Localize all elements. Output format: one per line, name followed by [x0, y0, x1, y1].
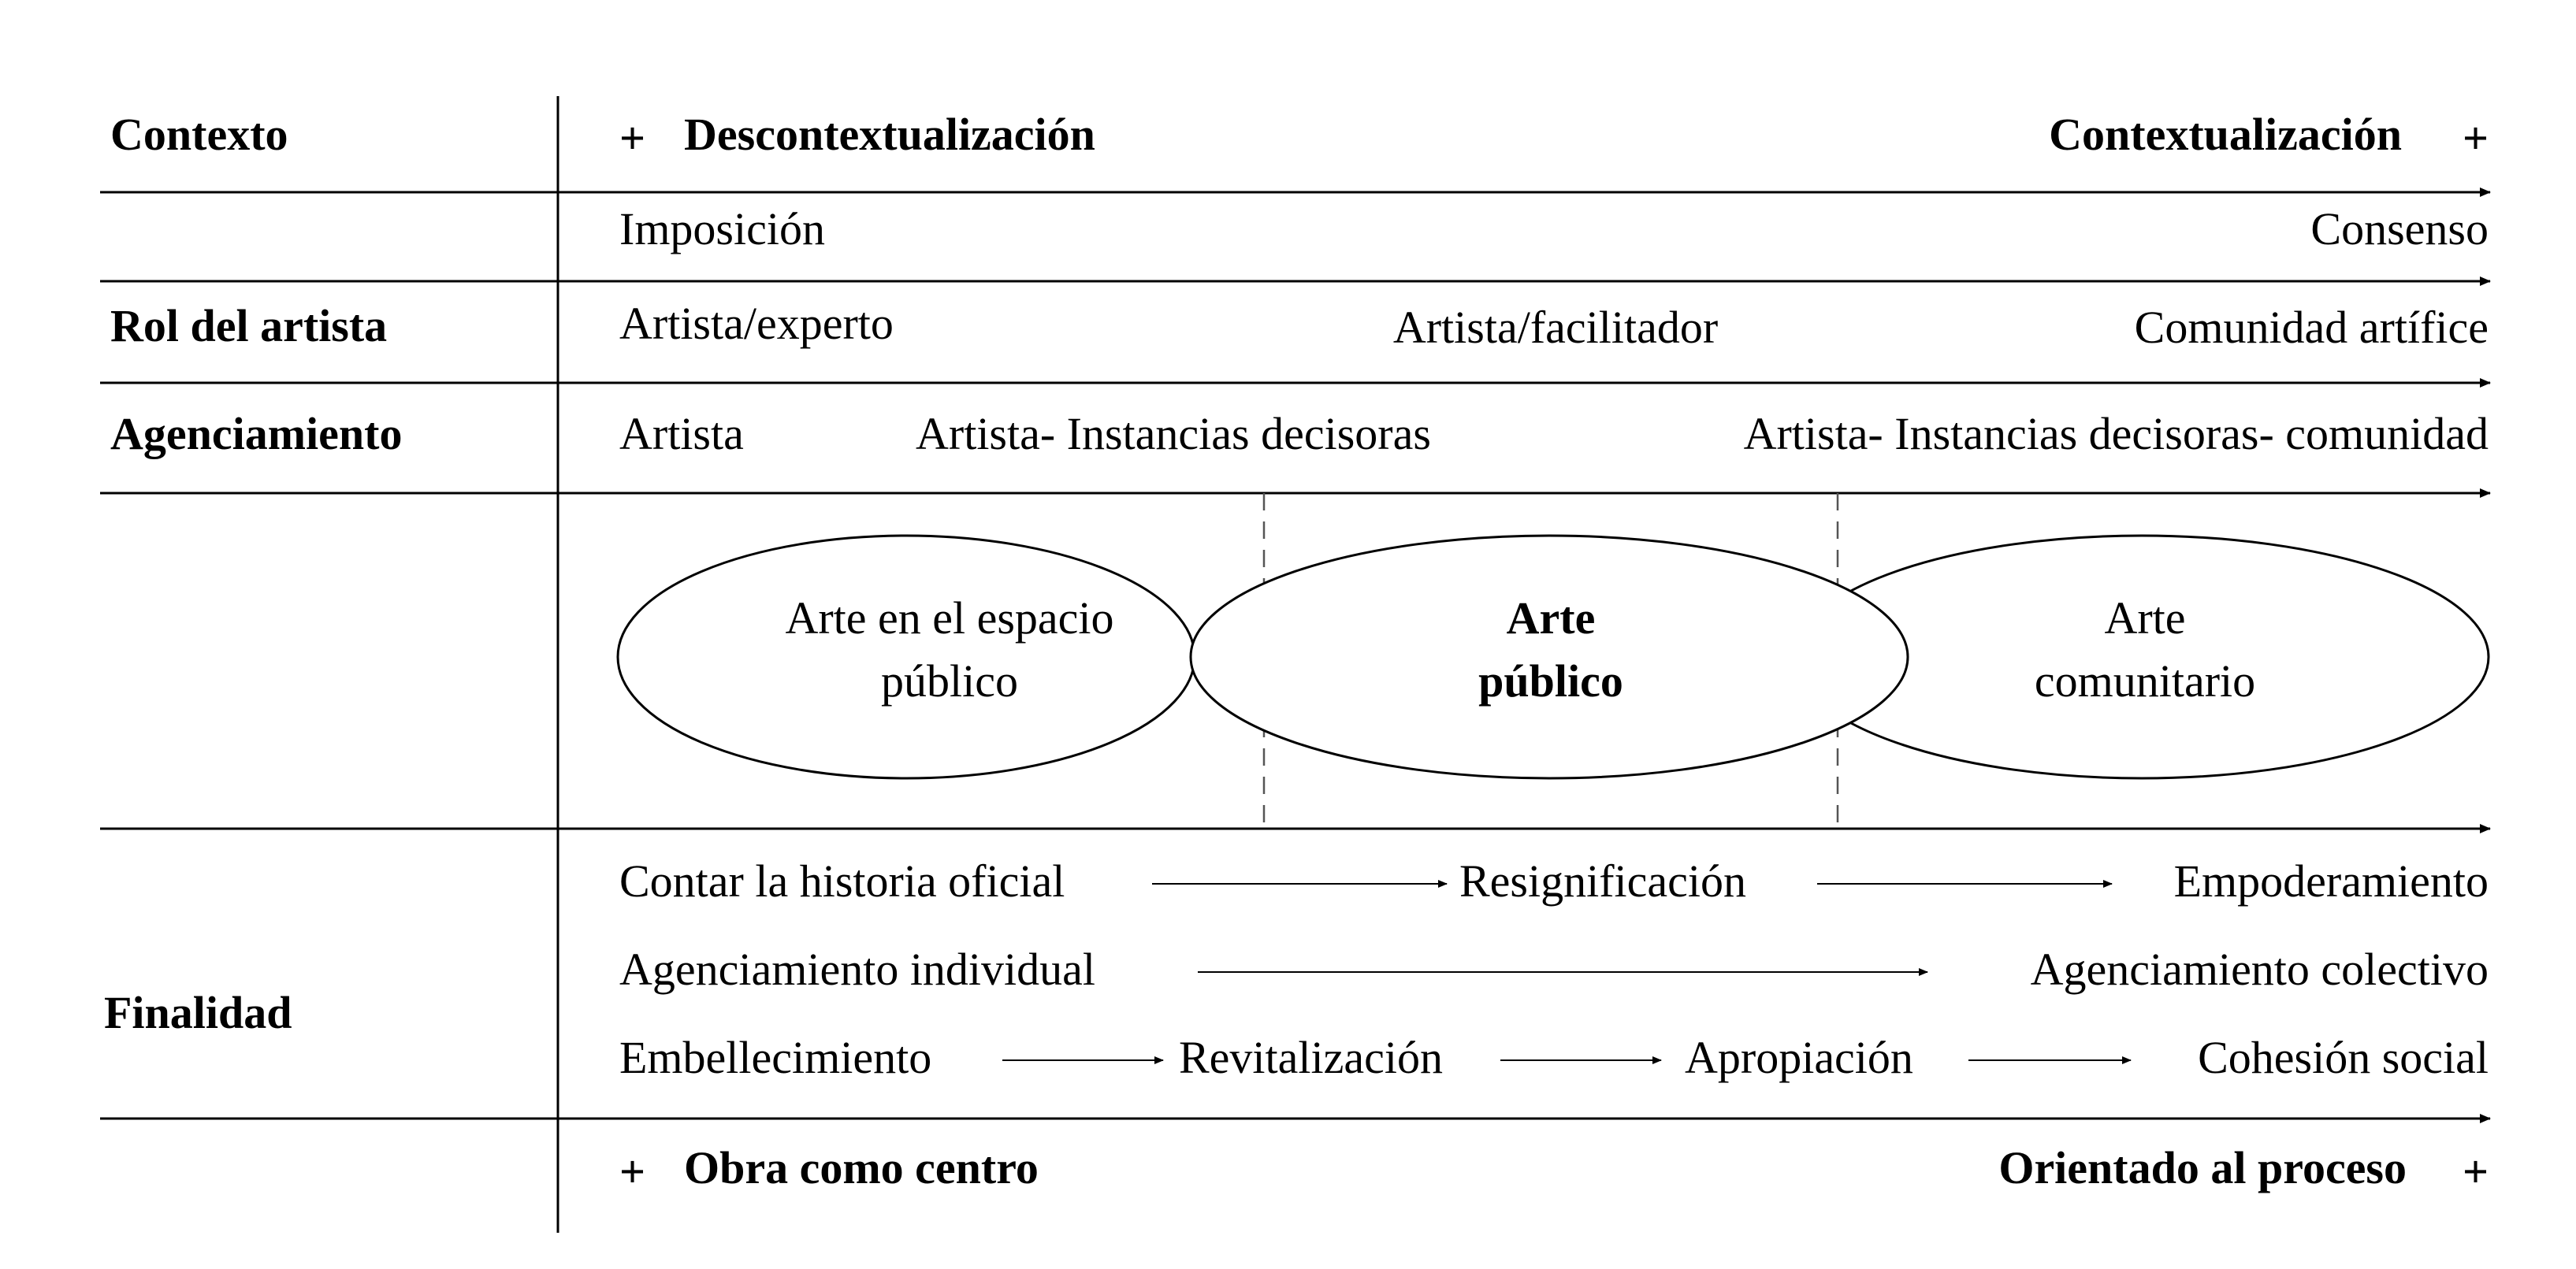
row4-right: Artista- Instancias decisoras- comunidad	[1743, 408, 2489, 459]
fin3-item-1: Embellecimiento	[619, 1032, 932, 1083]
fin1-item-1: Contar la historia oficial	[619, 855, 1065, 907]
fin2-item-2: Agenciamiento colectivo	[2030, 944, 2489, 995]
label-rol-del-artista: Rol del artista	[110, 300, 388, 351]
bottom-plus-right: +	[2462, 1146, 2489, 1197]
top-plus-left: +	[619, 113, 646, 164]
oval-left-line1: Arte en el espacio	[785, 592, 1114, 644]
fin1-item-3: Empoderamiento	[2173, 855, 2489, 907]
fin3-item-3: Apropiación	[1685, 1032, 1913, 1083]
label-contexto: Contexto	[110, 109, 288, 160]
row3-left: Artista/experto	[619, 298, 894, 349]
fin1-item-2: Resignificación	[1459, 855, 1747, 907]
fin2-item-1: Agenciamiento individual	[619, 944, 1096, 995]
label-agenciamiento: Agenciamiento	[110, 408, 403, 459]
oval-center-line1: Arte	[1506, 592, 1596, 644]
bottom-axis-left: Obra como centro	[684, 1142, 1039, 1193]
row3-right: Comunidad artífice	[2134, 302, 2489, 353]
oval-right-line2: comunitario	[2034, 655, 2256, 707]
label-finalidad: Finalidad	[104, 987, 292, 1038]
row2-left: Imposición	[619, 203, 825, 254]
row4-center: Artista- Instancias decisoras	[916, 408, 1431, 459]
row3-center: Artista/facilitador	[1392, 302, 1719, 353]
bottom-plus-left: +	[619, 1146, 646, 1197]
top-plus-right: +	[2462, 113, 2489, 164]
fin3-item-4: Cohesión social	[2198, 1032, 2489, 1083]
oval-center-line2: público	[1478, 655, 1623, 707]
fin3-item-2: Revitalización	[1179, 1032, 1443, 1083]
top-axis-left: Descontextualización	[684, 109, 1095, 160]
bottom-axis-right: Orientado al proceso	[1998, 1142, 2407, 1193]
row4-left: Artista	[619, 408, 744, 459]
row2-right: Consenso	[2310, 203, 2489, 254]
top-axis-right: Contextualización	[2049, 109, 2402, 160]
oval-right-line1: Arte	[2104, 592, 2186, 644]
oval-left-line2: público	[881, 655, 1018, 707]
